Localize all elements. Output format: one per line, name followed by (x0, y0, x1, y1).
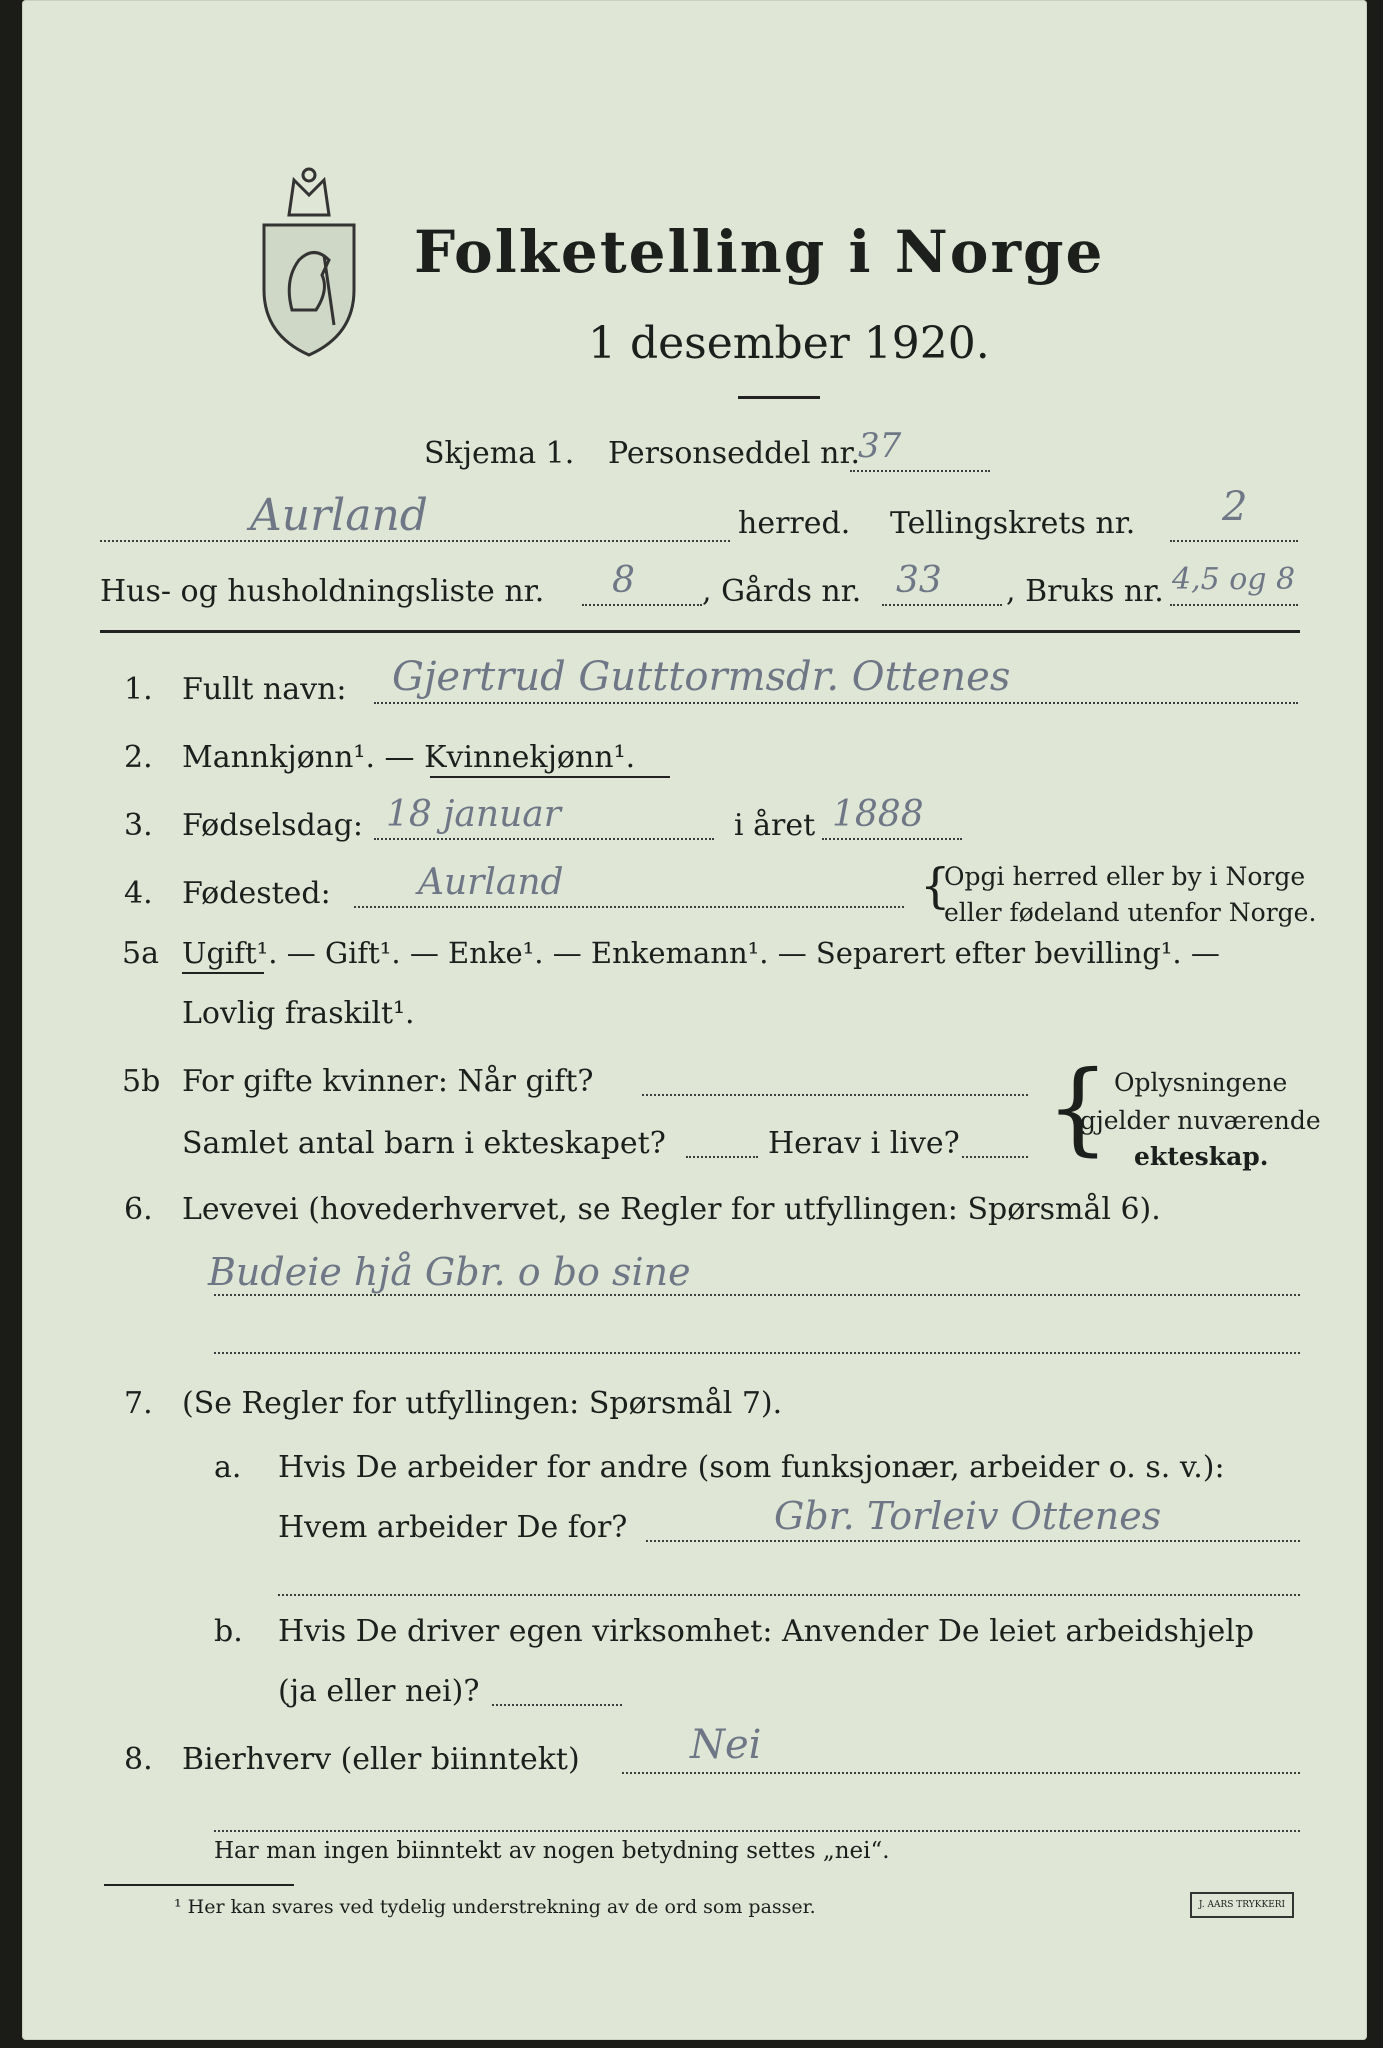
q3-year-label: i året (734, 808, 816, 843)
q2-number: 2. (124, 740, 153, 775)
printer-stamp: J. AARS TRYKKERI (1190, 1892, 1294, 1918)
q1-number: 1. (124, 672, 153, 707)
q8-number: 8. (124, 1742, 153, 1777)
q5a-label-2: Lovlig fraskilt¹. (182, 996, 415, 1031)
header-rule (100, 630, 1300, 633)
nei-note: Har man ingen biinntekt av nogen betydning settes „nei“. (214, 1838, 890, 1864)
form-title: Folketelling i Norge (414, 218, 1105, 286)
q7a-label: Hvis De arbeider for andre (som funksjonær, arbeider o. s. v.): (278, 1450, 1225, 1485)
personseddel-label: Personseddel nr. (608, 436, 861, 471)
gards-value: 33 (896, 560, 942, 601)
q5b-label-3: Herav i live? (768, 1126, 960, 1161)
q6-value: Budeie hjå Gbr. o bo sine (208, 1250, 691, 1294)
herred-label: herred. (738, 506, 851, 541)
herred-value: Aurland (250, 490, 428, 541)
q4-number: 4. (124, 876, 153, 911)
q3-year-value: 1888 (832, 794, 924, 835)
q8-line-2 (214, 1830, 1300, 1832)
q7b-number: b. (214, 1614, 243, 1649)
q5b-note-1: Oplysningene (1114, 1068, 1288, 1097)
q5b-married-line (642, 1094, 1028, 1096)
q3-label: Fødselsdag: (182, 808, 363, 843)
census-form (22, 0, 1367, 2040)
q3-year-line (822, 838, 962, 840)
hus-label: Hus- og husholdningsliste nr. (100, 574, 545, 609)
q7a-number: a. (214, 1450, 242, 1485)
bruks-value: 4,5 og 8 (1172, 562, 1296, 597)
q8-label: Bierhverv (eller biinntekt) (182, 1742, 580, 1777)
tellingskrets-line (1170, 540, 1298, 542)
q7a-line-1 (646, 1540, 1300, 1542)
q2-underline (430, 776, 670, 778)
q1-line (374, 702, 1298, 704)
q5b-brace: { (1046, 1049, 1110, 1166)
q7b-label: Hvis De driver egen virksomhet: Anvender De leiet arbeidshjelp (278, 1614, 1255, 1649)
q6-line-1 (214, 1294, 1300, 1296)
form-date: 1 desember 1920. (588, 318, 990, 369)
coat-of-arms-icon (254, 160, 364, 360)
q5b-children-line (686, 1156, 758, 1158)
q5b-label: For gifte kvinner: Når gift? (182, 1064, 594, 1099)
q5b-label-2: Samlet antal barn i ekteskapet? (182, 1126, 666, 1161)
q7-label: (Se Regler for utfyllingen: Spørsmål 7). (182, 1386, 783, 1421)
personseddel-value: 37 (858, 426, 902, 466)
q3-value: 18 januar (386, 794, 561, 835)
q4-note-1: Opgi herred eller by i Norge (944, 862, 1306, 891)
gards-label: , Gårds nr. (702, 574, 862, 609)
q7-number: 7. (124, 1386, 153, 1421)
tellingskrets-label: Tellingskrets nr. (890, 506, 1136, 541)
q7a-label-2: Hvem arbeider De for? (278, 1510, 628, 1545)
q4-note-2: eller fødeland utenfor Norge. (944, 898, 1317, 927)
footnote-rule (104, 1884, 294, 1886)
q5b-alive-line (962, 1156, 1028, 1158)
title-divider (738, 396, 820, 399)
q7a-line-2 (278, 1594, 1300, 1596)
personseddel-line (850, 470, 990, 472)
hus-value: 8 (612, 560, 635, 601)
q5a-label: Ugift¹. — Gift¹. — Enke¹. — Enkemann¹. — Separert efter bevilling¹. — (182, 936, 1220, 970)
q6-label: Levevei (hovederhvervet, se Regler for utfyllingen: Spørsmål 6). (182, 1192, 1161, 1227)
q6-line-2 (214, 1352, 1300, 1354)
q3-line (374, 838, 714, 840)
q7a-value: Gbr. Torleiv Ottenes (774, 1494, 1162, 1538)
schema-label: Skjema 1. (424, 436, 575, 471)
q5a-number: 5a (122, 936, 159, 971)
q5b-note-3: ekteskap. (1134, 1142, 1269, 1171)
footnote: ¹ Her kan svares ved tydelig understrekning av de ord som passer. (174, 1896, 816, 1918)
q1-label: Fullt navn: (182, 672, 347, 707)
q2-label: Mannkjønn¹. — Kvinnekjønn¹. (182, 740, 636, 775)
bruks-line (1170, 604, 1298, 606)
q8-line-1 (622, 1772, 1300, 1774)
q4-line (354, 906, 904, 908)
q6-number: 6. (124, 1192, 153, 1227)
q5b-note-2: gjelder nuværende (1080, 1106, 1321, 1135)
q4-brace: { (920, 858, 951, 914)
q5b-number: 5b (122, 1064, 161, 1099)
q1-value: Gjertrud Gutttormsdr. Ottenes (392, 654, 1011, 700)
q8-value: Nei (690, 1722, 762, 1768)
q4-label: Fødested: (182, 876, 331, 911)
q7b-label-2: (ja eller nei)? (278, 1674, 480, 1709)
q3-number: 3. (124, 808, 153, 843)
bruks-label: , Bruks nr. (1006, 574, 1164, 609)
hus-line (582, 604, 702, 606)
q7b-line (492, 1704, 622, 1706)
q5a-underline (182, 972, 264, 974)
tellingskrets-value: 2 (1222, 484, 1248, 530)
q4-value: Aurland (418, 862, 564, 903)
gards-line (882, 604, 1002, 606)
